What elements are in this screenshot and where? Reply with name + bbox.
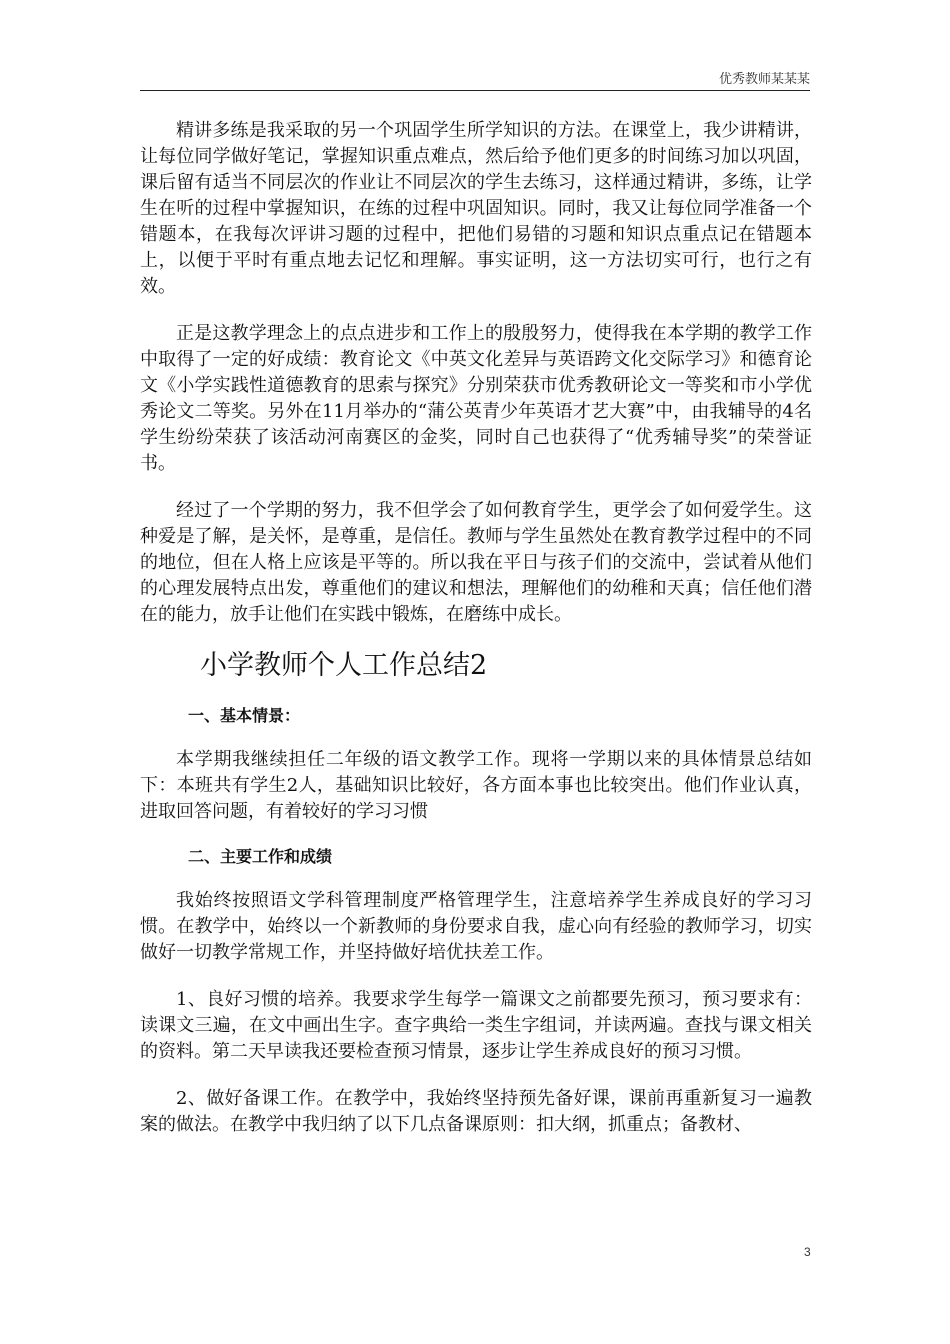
paragraph: 正是这教学理念上的点点进步和工作上的殷殷努力，使得我在本学期的教学工作中取得了一定的好成绩：教育论文《中英文化差异与英语跨文化交际学习》和德育论文《小学实践性道德教育的思索与探究》分别荣获市优秀教研论文一等奖和市小学优秀论文二等奖。另外在11月举办的“蒲公英青少年英语才艺大赛”中，由我辅导的4名学生纷纷荣获了该活动河南赛区的金奖，同时自己也获得了“优秀辅导奖”的荣誉证书。	[140, 323, 812, 474]
header-text: 优秀教师某某某	[718, 72, 810, 87]
paragraph: 本学期我继续担任二年级的语文教学工作。现将一学期以来的具体情景总结如下：本班共有学生2人，基础知识比较好，各方面本事也比较突出。他们作业认真，进取回答问题，有着较好的学习习惯	[140, 749, 812, 822]
paragraph: 精讲多练是我采取的另一个巩固学生所学知识的方法。在课堂上，我少讲精讲，让每位同学做好笔记，掌握知识重点难点，然后给予他们更多的时间练习加以巩固，课后留有适当不同层次的作业让不同层次的学生去练习，这样通过精讲，多练，让学生在听的过程中掌握知识，在练的过程中巩固知识。同时，我又让每位同学准备一个错题本，在我每次评讲习题的过程中，把他们易错的习题和知识点重点记在错题本上，以便于平时有重点地去记忆和理解。事实证明，这一方法切实可行，也行之有效。	[140, 120, 812, 297]
paragraph: 我始终按照语文学科管理制度严格管理学生，注意培养学生养成良好的学习习惯。在教学中，始终以一个新教师的身份要求自我，虚心向有经验的教师学习，切实做好一切教学常规工作，并坚持做好培优扶差工作。	[140, 890, 812, 963]
paragraph: 2、做好备课工作。在教学中，我始终坚持预先备好课，课前再重新复习一遍教案的做法。在教学中我归纳了以下几点备课原则：扣大纲，抓重点；备教材、	[140, 1088, 812, 1135]
document-body	[140, 118, 812, 1159]
page-number: 3	[804, 1245, 811, 1259]
subheading-basic-situation: 一、基本情景：	[188, 706, 301, 725]
paragraph: 经过了一个学期的努力，我不但学会了如何教育学生，更学会了如何爱学生。这种爱是了解，是关怀，是尊重，是信任。教师与学生虽然处在教育教学过程中的不同的地位，但在人格上应该是平等的。所以我在平日与孩子们的交流中，尝试着从他们的心理发展特点出发，尊重他们的建议和想法，理解他们的幼稚和天真；信任他们潜在的能力，放手让他们在实践中锻炼，在磨练中成长。	[140, 500, 812, 625]
page-header	[140, 68, 810, 91]
section-title: 小学教师个人工作总结2	[200, 650, 488, 681]
paragraph: 1、良好习惯的培养。我要求学生每学一篇课文之前都要先预习，预习要求有：读课文三遍，在文中画出生字。查字典给一类生字组词，并读两遍。查找与课文相关的资料。第二天早读我还要检查预习情景，逐步让学生养成良好的预习习惯。	[140, 989, 812, 1062]
subheading-main-work: 二、主要工作和成绩	[188, 847, 333, 866]
